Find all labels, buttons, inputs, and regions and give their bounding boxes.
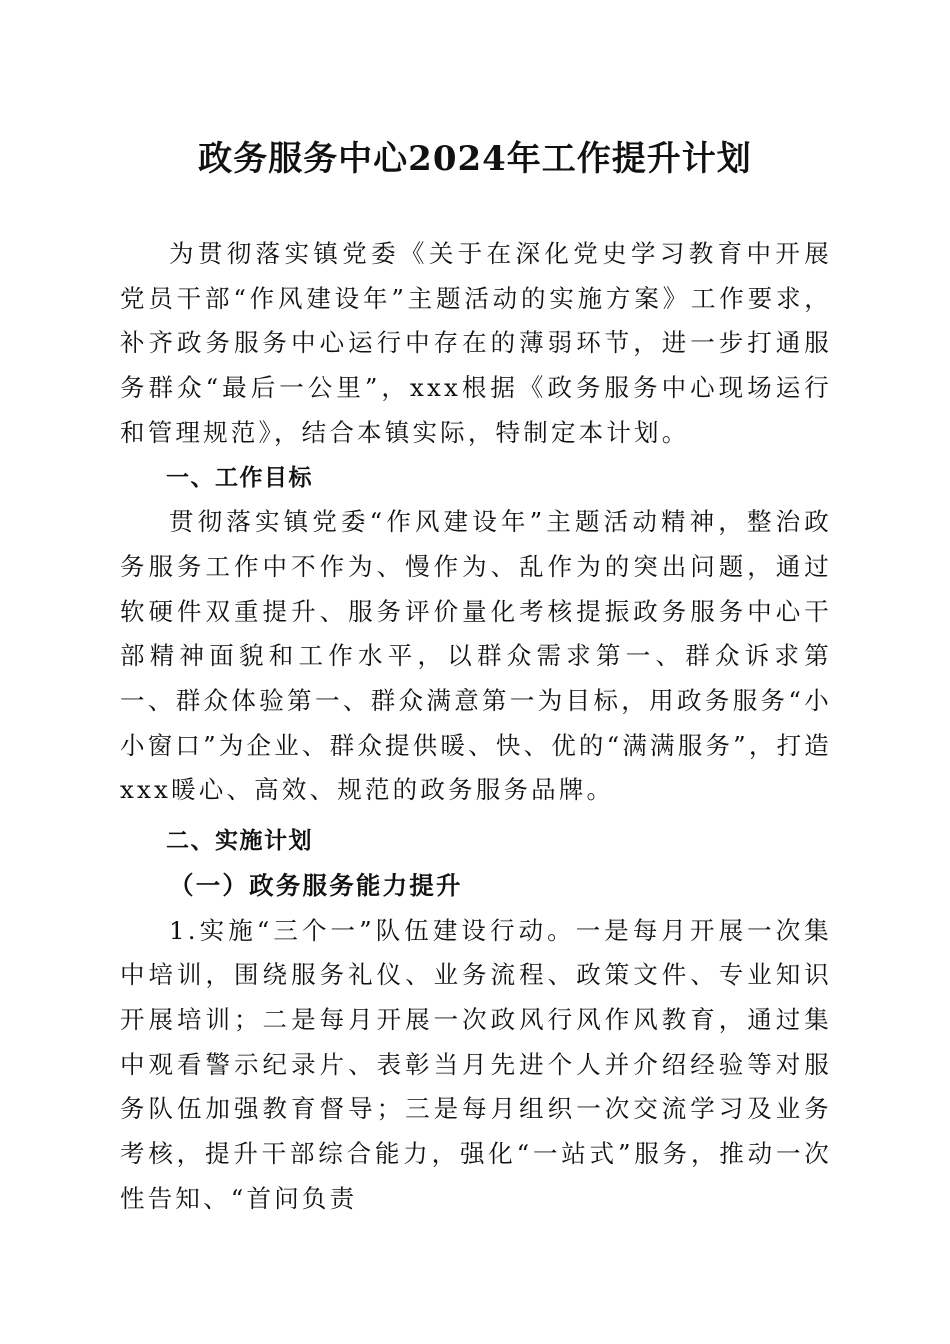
goals-paragraph: 贯彻落实镇党委“作风建设年”主题活动精神，整治政务服务工作中不作为、慢作为、乱作为的突出问题，通过软硬件双重提升、服务评价量化考核提振政务服务中心干部精神面貌和工作水平，以群众需求第一、群众诉求第一、群众体验第一、群众满意第一为目标，用政务服务“小小窗口”为企业、群众提供暖、快、优的“满满服务”，打造xxx暖心、高效、规范的政务服务品牌。	[120, 507, 832, 805]
intro-paragraph: 为贯彻落实镇党委《关于在深化党史学习教育中开展党员干部“作风建设年”主题活动的实施方案》工作要求，补齐政务服务中心运行中存在的薄弱环节，进一步打通服务群众“最后一公里”，xxx根据《政务服务中心现场运行和管理规范》，结合本镇实际，特制定本计划。	[120, 239, 832, 447]
section-heading-plan: 二、实施计划	[166, 828, 313, 855]
item-paragraph-1: 1.实施“三个一”队伍建设行动。一是每月开展一次集中培训，围绕服务礼仪、业务流程、政策文件、专业知识开展培训；二是每月开展一次政风行风作风教育，通过集中观看警示纪录片、表彰当月先进个人并介绍经验等对服务队伍加强教育督导；三是每月组织一次交流学习及业务考核，提升干部综合能力，强化“一站式”服务，推动一次性告知、“首问负责	[120, 915, 832, 1213]
document-body	[120, 232, 832, 1221]
section-heading-goals: 一、工作目标	[166, 464, 313, 491]
document-title: 政务服务中心2024年工作提升计划	[198, 139, 752, 179]
subsection-heading-capability: （一）政务服务能力提升	[169, 870, 463, 900]
